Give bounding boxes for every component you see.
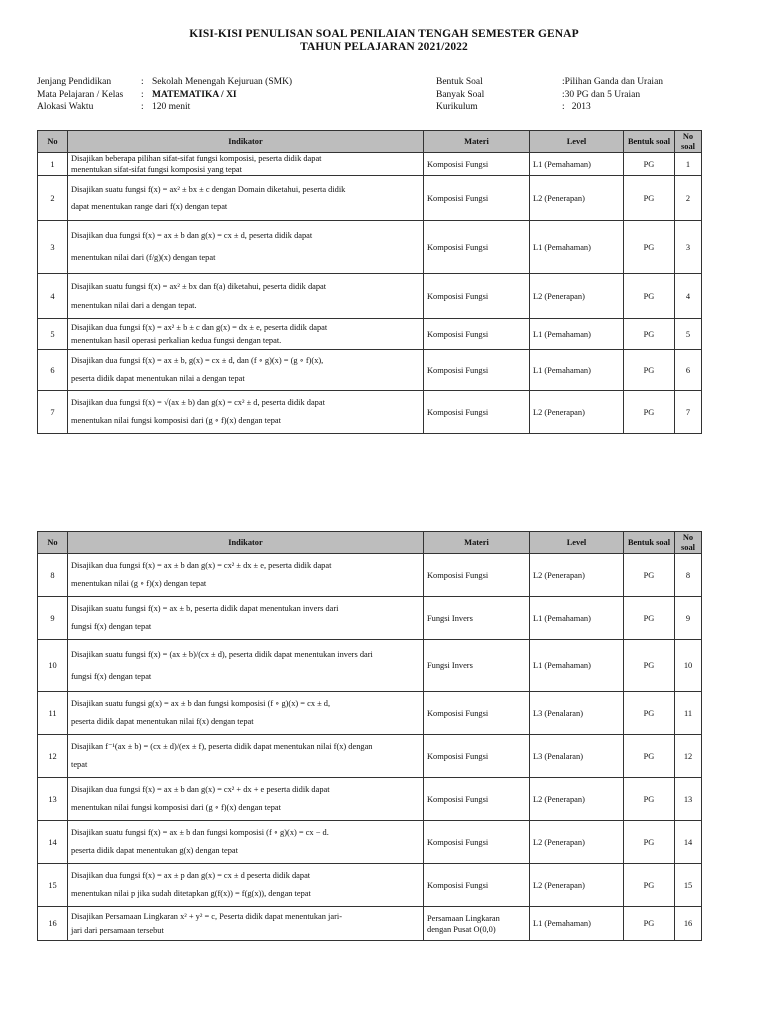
indikator-line-1: Disajikan dua fungsi f(x) = ax ± b dan g(x) = cx² + dx + e peserta didik dapat [71, 785, 330, 794]
document-title: KISI-KISI PENULISAN SOAL PENILAIAN TENGAH SEMESTER GENAP [189, 28, 579, 40]
table-row [38, 864, 702, 907]
table-header-row [38, 532, 702, 554]
cell-no: 15 [38, 864, 68, 907]
cell-indikator [68, 907, 424, 941]
indikator-line-2: peserta didik dapat menentukan nilai a dengan tepat [71, 374, 245, 383]
indikator-line-1: Disajikan Persamaan Lingkaran x² + y² = c, Peserta didik dapat menentukan jari- [71, 911, 342, 921]
cell-no: 10 [38, 640, 68, 692]
cell-nosoal: 1 [675, 153, 702, 176]
cell-no: 8 [38, 554, 68, 597]
cell-materi: Komposisi Fungsi [424, 176, 530, 221]
cell-level: L3 (Penalaran) [530, 692, 624, 735]
cell-no: 16 [38, 907, 68, 941]
cell-indikator [68, 821, 424, 864]
indikator-line-1: Disajikan f⁻¹(ax ± b) = (cx ± d)/(ex ± f), peserta didik dapat menentukan nilai f(x) dengan [71, 742, 373, 751]
table-row [38, 735, 702, 778]
cell-bentuk: PG [624, 640, 675, 692]
cell-materi: Komposisi Fungsi [424, 778, 530, 821]
indikator-line-2: tepat [71, 760, 88, 769]
indikator-line-2: menentukan nilai fungsi komposisi dari (g ∘ f)(x) dengan tepat [71, 416, 281, 425]
cell-level: L2 (Penerapan) [530, 864, 624, 907]
kisi-table-1 [37, 130, 702, 434]
indikator-line-2: menentukan nilai dari a dengan tepat. [71, 301, 197, 310]
cell-bentuk: PG [624, 735, 675, 778]
meta-alokasi-value: 120 menit [152, 102, 191, 112]
table-row [38, 640, 702, 692]
meta-mapel-label: Mata Pelajaran / Kelas [37, 89, 124, 100]
col-bentuk: Bentuk soal [624, 532, 675, 554]
meta-mapel-value: MATEMATIKA / XI [152, 89, 237, 100]
cell-indikator [68, 391, 424, 434]
cell-level: L2 (Penerapan) [530, 274, 624, 319]
cell-bentuk: PG [624, 821, 675, 864]
col-level: Level [530, 532, 624, 554]
cell-no: 9 [38, 597, 68, 640]
cell-no: 4 [38, 274, 68, 319]
cell-materi: Komposisi Fungsi [424, 554, 530, 597]
col-no: No [38, 131, 68, 153]
meta-colon: : [141, 89, 144, 100]
indikator-line-2: menentukan nilai p jika sudah ditetapkan g(f(x)) = f(g(x)), dengan tepat [71, 889, 311, 898]
cell-indikator [68, 319, 424, 350]
cell-nosoal: 12 [675, 735, 702, 778]
cell-nosoal: 9 [675, 597, 702, 640]
cell-no: 12 [38, 735, 68, 778]
cell-level: L1 (Pemahaman) [530, 350, 624, 391]
table-row [38, 778, 702, 821]
cell-level: L2 (Penerapan) [530, 554, 624, 597]
cell-nosoal: 5 [675, 319, 702, 350]
cell-indikator [68, 554, 424, 597]
cell-bentuk: PG [624, 274, 675, 319]
cell-bentuk: PG [624, 554, 675, 597]
table-row [38, 350, 702, 391]
indikator-line-2: jari dari persamaan tersebut [71, 925, 164, 935]
col-indikator: Indikator [68, 131, 424, 153]
cell-indikator [68, 778, 424, 821]
cell-materi: Komposisi Fungsi [424, 692, 530, 735]
cell-no: 6 [38, 350, 68, 391]
cell-materi: Komposisi Fungsi [424, 274, 530, 319]
meta-alokasi-label: Alokasi Waktu [37, 102, 94, 112]
cell-level: L1 (Pemahaman) [530, 597, 624, 640]
cell-level: L1 (Pemahaman) [530, 907, 624, 941]
indikator-line-1: Disajikan dua fungsi f(x) = ax² ± b ± c dan g(x) = dx ± e, peserta didik dapat [71, 323, 328, 332]
cell-no: 7 [38, 391, 68, 434]
indikator-line-1: Disajikan dua fungsi f(x) = ax ± p dan g(x) = cx ± d peserta didik dapat [71, 871, 311, 880]
cell-nosoal: 10 [675, 640, 702, 692]
cell-level: L2 (Penerapan) [530, 778, 624, 821]
cell-no: 13 [38, 778, 68, 821]
cell-no: 3 [38, 221, 68, 274]
cell-indikator [68, 274, 424, 319]
cell-level: L2 (Penerapan) [530, 391, 624, 434]
indikator-line-1: Disajikan suatu fungsi f(x) = ax ± b dan fungsi komposisi (f ∘ g)(x) = cx − d. [71, 828, 329, 837]
table-row [38, 554, 702, 597]
table-row [38, 597, 702, 640]
cell-indikator [68, 221, 424, 274]
cell-materi: Komposisi Fungsi [424, 350, 530, 391]
table-row [38, 153, 702, 176]
cell-level: L1 (Pemahaman) [530, 640, 624, 692]
indikator-line-1: Disajikan suatu fungsi f(x) = ax² ± bx ± c dengan Domain diketahui, peserta didik [71, 185, 346, 194]
indikator-line-2: fungsi f(x) dengan tepat [71, 622, 152, 631]
cell-no: 5 [38, 319, 68, 350]
cell-no: 1 [38, 153, 68, 176]
meta-right [436, 76, 663, 114]
indikator-line-1: Disajikan dua fungsi f(x) = √(ax ± b) dan g(x) = cx² ± d, peserta didik dapat [71, 398, 325, 407]
col-no: No [38, 532, 68, 554]
cell-bentuk: PG [624, 319, 675, 350]
cell-nosoal: 8 [675, 554, 702, 597]
indikator-line-2: menentukan nilai dari (f/g)(x) dengan tepat [71, 253, 216, 262]
table-row [38, 176, 702, 221]
cell-bentuk: PG [624, 597, 675, 640]
indikator-line-1: Disajikan suatu fungsi f(x) = (ax ± b)/(cx ± d), peserta didik dapat menentukan invers dari [71, 649, 373, 659]
cell-materi: Komposisi Fungsi [424, 735, 530, 778]
cell-nosoal: 4 [675, 274, 702, 319]
indikator-line-1: Disajikan dua fungsi f(x) = ax ± b dan g(x) = cx ± d, peserta didik dapat [71, 231, 313, 240]
table-row [38, 907, 702, 941]
indikator-line-1: Disajikan beberapa pilihan sifat-sifat fungsi komposisi, peserta didik dapat [71, 154, 322, 163]
indikator-line-2: peserta didik dapat menentukan nilai f(x) dengan tepat [71, 717, 254, 726]
cell-level: L3 (Penalaran) [530, 735, 624, 778]
indikator-line-2: peserta didik dapat menentukan g(x) dengan tepat [71, 846, 238, 855]
meta-kurikulum-value: : 2013 [562, 102, 591, 112]
document-subtitle: TAHUN PELAJARAN 2021/2022 [300, 41, 468, 53]
cell-materi: Komposisi Fungsi [424, 153, 530, 176]
cell-materi: Komposisi Fungsi [424, 221, 530, 274]
col-materi: Materi [424, 131, 530, 153]
cell-nosoal: 2 [675, 176, 702, 221]
meta-colon: : [141, 102, 144, 112]
indikator-line-1: Disajikan suatu fungsi f(x) = ax² ± bx dan f(a) diketahui, peserta didik dapat [71, 282, 327, 291]
cell-level: L1 (Pemahaman) [530, 153, 624, 176]
cell-materi: Komposisi Fungsi [424, 391, 530, 434]
cell-indikator [68, 153, 424, 176]
cell-bentuk: PG [624, 176, 675, 221]
cell-level: L1 (Pemahaman) [530, 221, 624, 274]
cell-bentuk: PG [624, 153, 675, 176]
cell-nosoal: 3 [675, 221, 702, 274]
cell-nosoal: 14 [675, 821, 702, 864]
meta-bentuk-value: :Pilihan Ganda dan Uraian [562, 77, 664, 87]
cell-materi: Komposisi Fungsi [424, 821, 530, 864]
cell-indikator [68, 864, 424, 907]
indikator-line-2: menentukan hasil operasi perkalian kedua fungsi dengan tepat. [71, 336, 282, 345]
cell-indikator [68, 350, 424, 391]
meta-left [37, 76, 292, 114]
table-row [38, 821, 702, 864]
col-nosoal: No soal [675, 131, 702, 153]
cell-bentuk: PG [624, 864, 675, 907]
table-row [38, 692, 702, 735]
cell-indikator [68, 735, 424, 778]
table-row [38, 274, 702, 319]
cell-bentuk: PG [624, 778, 675, 821]
table-header-row [38, 131, 702, 153]
cell-bentuk: PG [624, 692, 675, 735]
cell-materi: Persamaan Lingkaran dengan Pusat O(0,0) [424, 907, 530, 941]
indikator-line-1: Disajikan suatu fungsi f(x) = ax ± b, peserta didik dapat menentukan invers dari [71, 604, 339, 613]
cell-no: 14 [38, 821, 68, 864]
cell-nosoal: 7 [675, 391, 702, 434]
indikator-line-1: Disajikan dua fungsi f(x) = ax ± b dan g(x) = cx² ± dx ± e, peserta didik dapat [71, 561, 332, 570]
cell-nosoal: 15 [675, 864, 702, 907]
meta-jenjang-value: Sekolah Menengah Kejuruan (SMK) [152, 77, 293, 87]
table-row [38, 391, 702, 434]
cell-materi: Komposisi Fungsi [424, 319, 530, 350]
meta-banyak-value: :30 PG dan 5 Uraian [562, 89, 641, 100]
cell-indikator [68, 176, 424, 221]
cell-indikator [68, 597, 424, 640]
cell-level: L1 (Pemahaman) [530, 319, 624, 350]
cell-materi: Fungsi Invers [424, 597, 530, 640]
cell-nosoal: 6 [675, 350, 702, 391]
meta-jenjang-label: Jenjang Pendidikan [37, 77, 112, 87]
meta-colon: : [141, 77, 144, 87]
indikator-line-2: dapat menentukan range dari f(x) dengan tepat [71, 202, 228, 211]
indikator-line-2: menentukan nilai (g ∘ f)(x) dengan tepat [71, 579, 207, 588]
cell-indikator [68, 692, 424, 735]
cell-no: 11 [38, 692, 68, 735]
kisi-table-2 [37, 531, 702, 941]
col-materi: Materi [424, 532, 530, 554]
cell-bentuk: PG [624, 391, 675, 434]
indikator-line-2: menentukan sifat-sifat fungsi komposisi yang tepat [71, 165, 242, 174]
table-row [38, 221, 702, 274]
cell-indikator [68, 640, 424, 692]
cell-bentuk: PG [624, 221, 675, 274]
meta-banyak-label: Banyak Soal [436, 89, 485, 100]
indikator-line-1: Disajikan dua fungsi f(x) = ax ± b, g(x) = cx ± d, dan (f ∘ g)(x) = (g ∘ f)(x), [71, 356, 324, 365]
col-indikator: Indikator [68, 532, 424, 554]
cell-level: L2 (Penerapan) [530, 176, 624, 221]
col-level: Level [530, 131, 624, 153]
cell-nosoal: 16 [675, 907, 702, 941]
meta-kurikulum-label: Kurikulum [436, 102, 478, 112]
indikator-line-1: Disajikan suatu fungsi g(x) = ax ± b dan fungsi komposisi (f ∘ g)(x) = cx ± d, [71, 699, 331, 708]
cell-bentuk: PG [624, 907, 675, 941]
cell-nosoal: 13 [675, 778, 702, 821]
cell-bentuk: PG [624, 350, 675, 391]
cell-nosoal: 11 [675, 692, 702, 735]
meta-bentuk-label: Bentuk Soal [436, 77, 483, 87]
col-nosoal: No soal [675, 532, 702, 554]
indikator-line-2: fungsi f(x) dengan tepat [71, 671, 152, 681]
cell-level: L2 (Penerapan) [530, 821, 624, 864]
col-bentuk: Bentuk soal [624, 131, 675, 153]
cell-no: 2 [38, 176, 68, 221]
cell-materi: Fungsi Invers [424, 640, 530, 692]
cell-materi: Komposisi Fungsi [424, 864, 530, 907]
indikator-line-2: menentukan nilai fungsi komposisi dari (g ∘ f)(x) dengan tepat [71, 803, 281, 812]
table-row [38, 319, 702, 350]
